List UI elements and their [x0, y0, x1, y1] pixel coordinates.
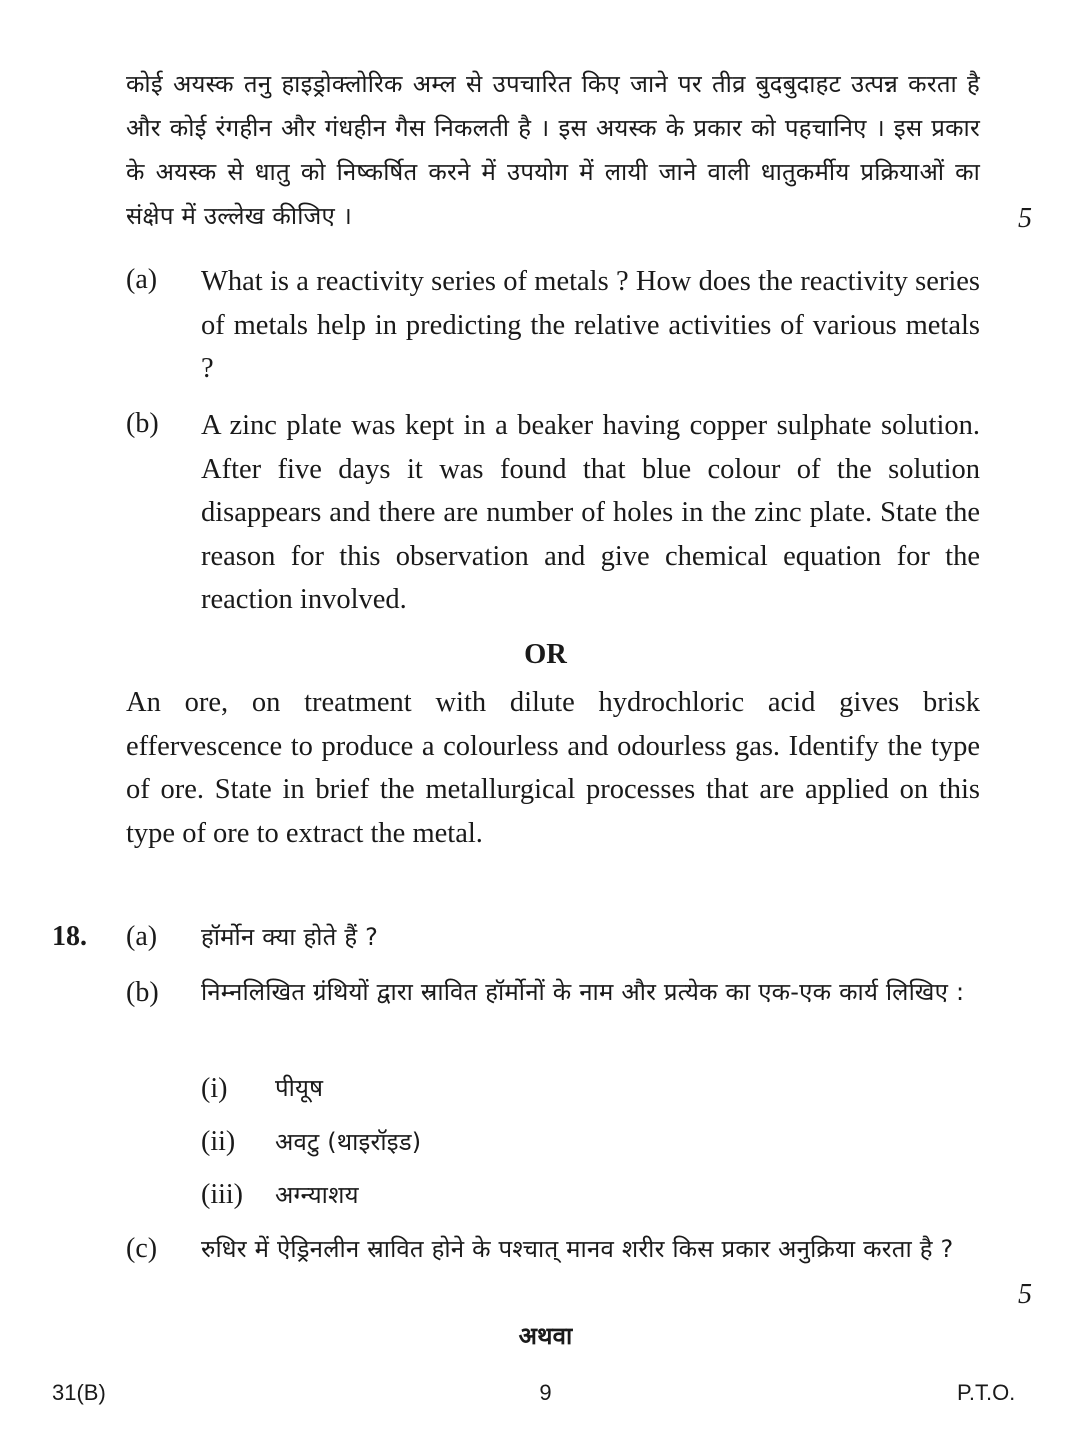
q18-b-item-1-label: (i) [201, 1073, 228, 1104]
q18-b-label: (b) [126, 977, 159, 1008]
q18-or-separator: अथवा [518, 1322, 573, 1350]
q18-number: 18. [52, 921, 87, 952]
q18-b-item-3-text: अग्न्याशय [275, 1181, 359, 1209]
q17-a-text: What is a reactivity series of metals ? How does the reactivity series of metals help in predicting the relative activities of various metals ? [201, 266, 980, 384]
q18-a-text: हॉर्मोन क्या होते हैं ? [201, 923, 379, 951]
footer-page-number: 9 [539, 1380, 552, 1405]
footer-paper-code: 31(B) [52, 1380, 106, 1405]
q18-c-label: (c) [126, 1233, 158, 1264]
q18-b-text: निम्नलिखित ग्रंथियों द्वारा स्रावित हॉर्मोनों के नाम और प्रत्येक का एक-एक कार्य लिखिए : [201, 978, 965, 1006]
q17-hindi-or-text: कोई अयस्क तनु हाइड्रोक्लोरिक अम्ल से उपचारित किए जाने पर तीव्र बुदबुदाहट उत्पन्न करता है और कोई रंगहीन और गंधहीन गैस निकलती है । इस अयस्क के प्रकार को पहचानिए । इस प्रकार के अयस्क से धातु को निष्कर्षित करने में उपयोग में लायी जाने वाली धातुकर्मीय प्रक्रियाओं का संक्षेप में उल्लेख कीजिए । [126, 70, 980, 230]
q18-b-item-1-text: पीयूष [275, 1074, 324, 1102]
q17-b-label: (b) [126, 408, 159, 439]
q17-a-label: (a) [126, 264, 158, 295]
q18-c-text: रुधिर में ऐड्रिनलीन स्रावित होने के पश्चात् मानव शरीर किस प्रकार अनुक्रिया करता है ? [201, 1235, 954, 1263]
q18-b-item-2-text: अवटु (थाइरॉइड) [275, 1128, 422, 1156]
q17-b-text: A zinc plate was kept in a beaker having copper sulphate solution. After five days it was found that blue colour of the solution disappears and there are number of holes in the zinc plate. State the reason for this observation and give chemical equation for the reaction involved. [201, 410, 980, 615]
q18-b-item-2-label: (ii) [201, 1126, 236, 1157]
q17-marks: 5 [1018, 203, 1032, 234]
q18-marks: 5 [1018, 1279, 1032, 1310]
q17-or-text: An ore, on treatment with dilute hydrochloric acid gives brisk effervescence to produce a colourless and odourless gas. Identify the type of ore. State in brief the metallurgical processes that are applied on this type of ore to extract the metal. [126, 687, 980, 849]
q18-a-label: (a) [126, 921, 158, 952]
footer-pto: P.T.O. [957, 1380, 1016, 1405]
or-separator: OR [524, 639, 567, 670]
q18-b-item-3-label: (iii) [201, 1179, 243, 1210]
